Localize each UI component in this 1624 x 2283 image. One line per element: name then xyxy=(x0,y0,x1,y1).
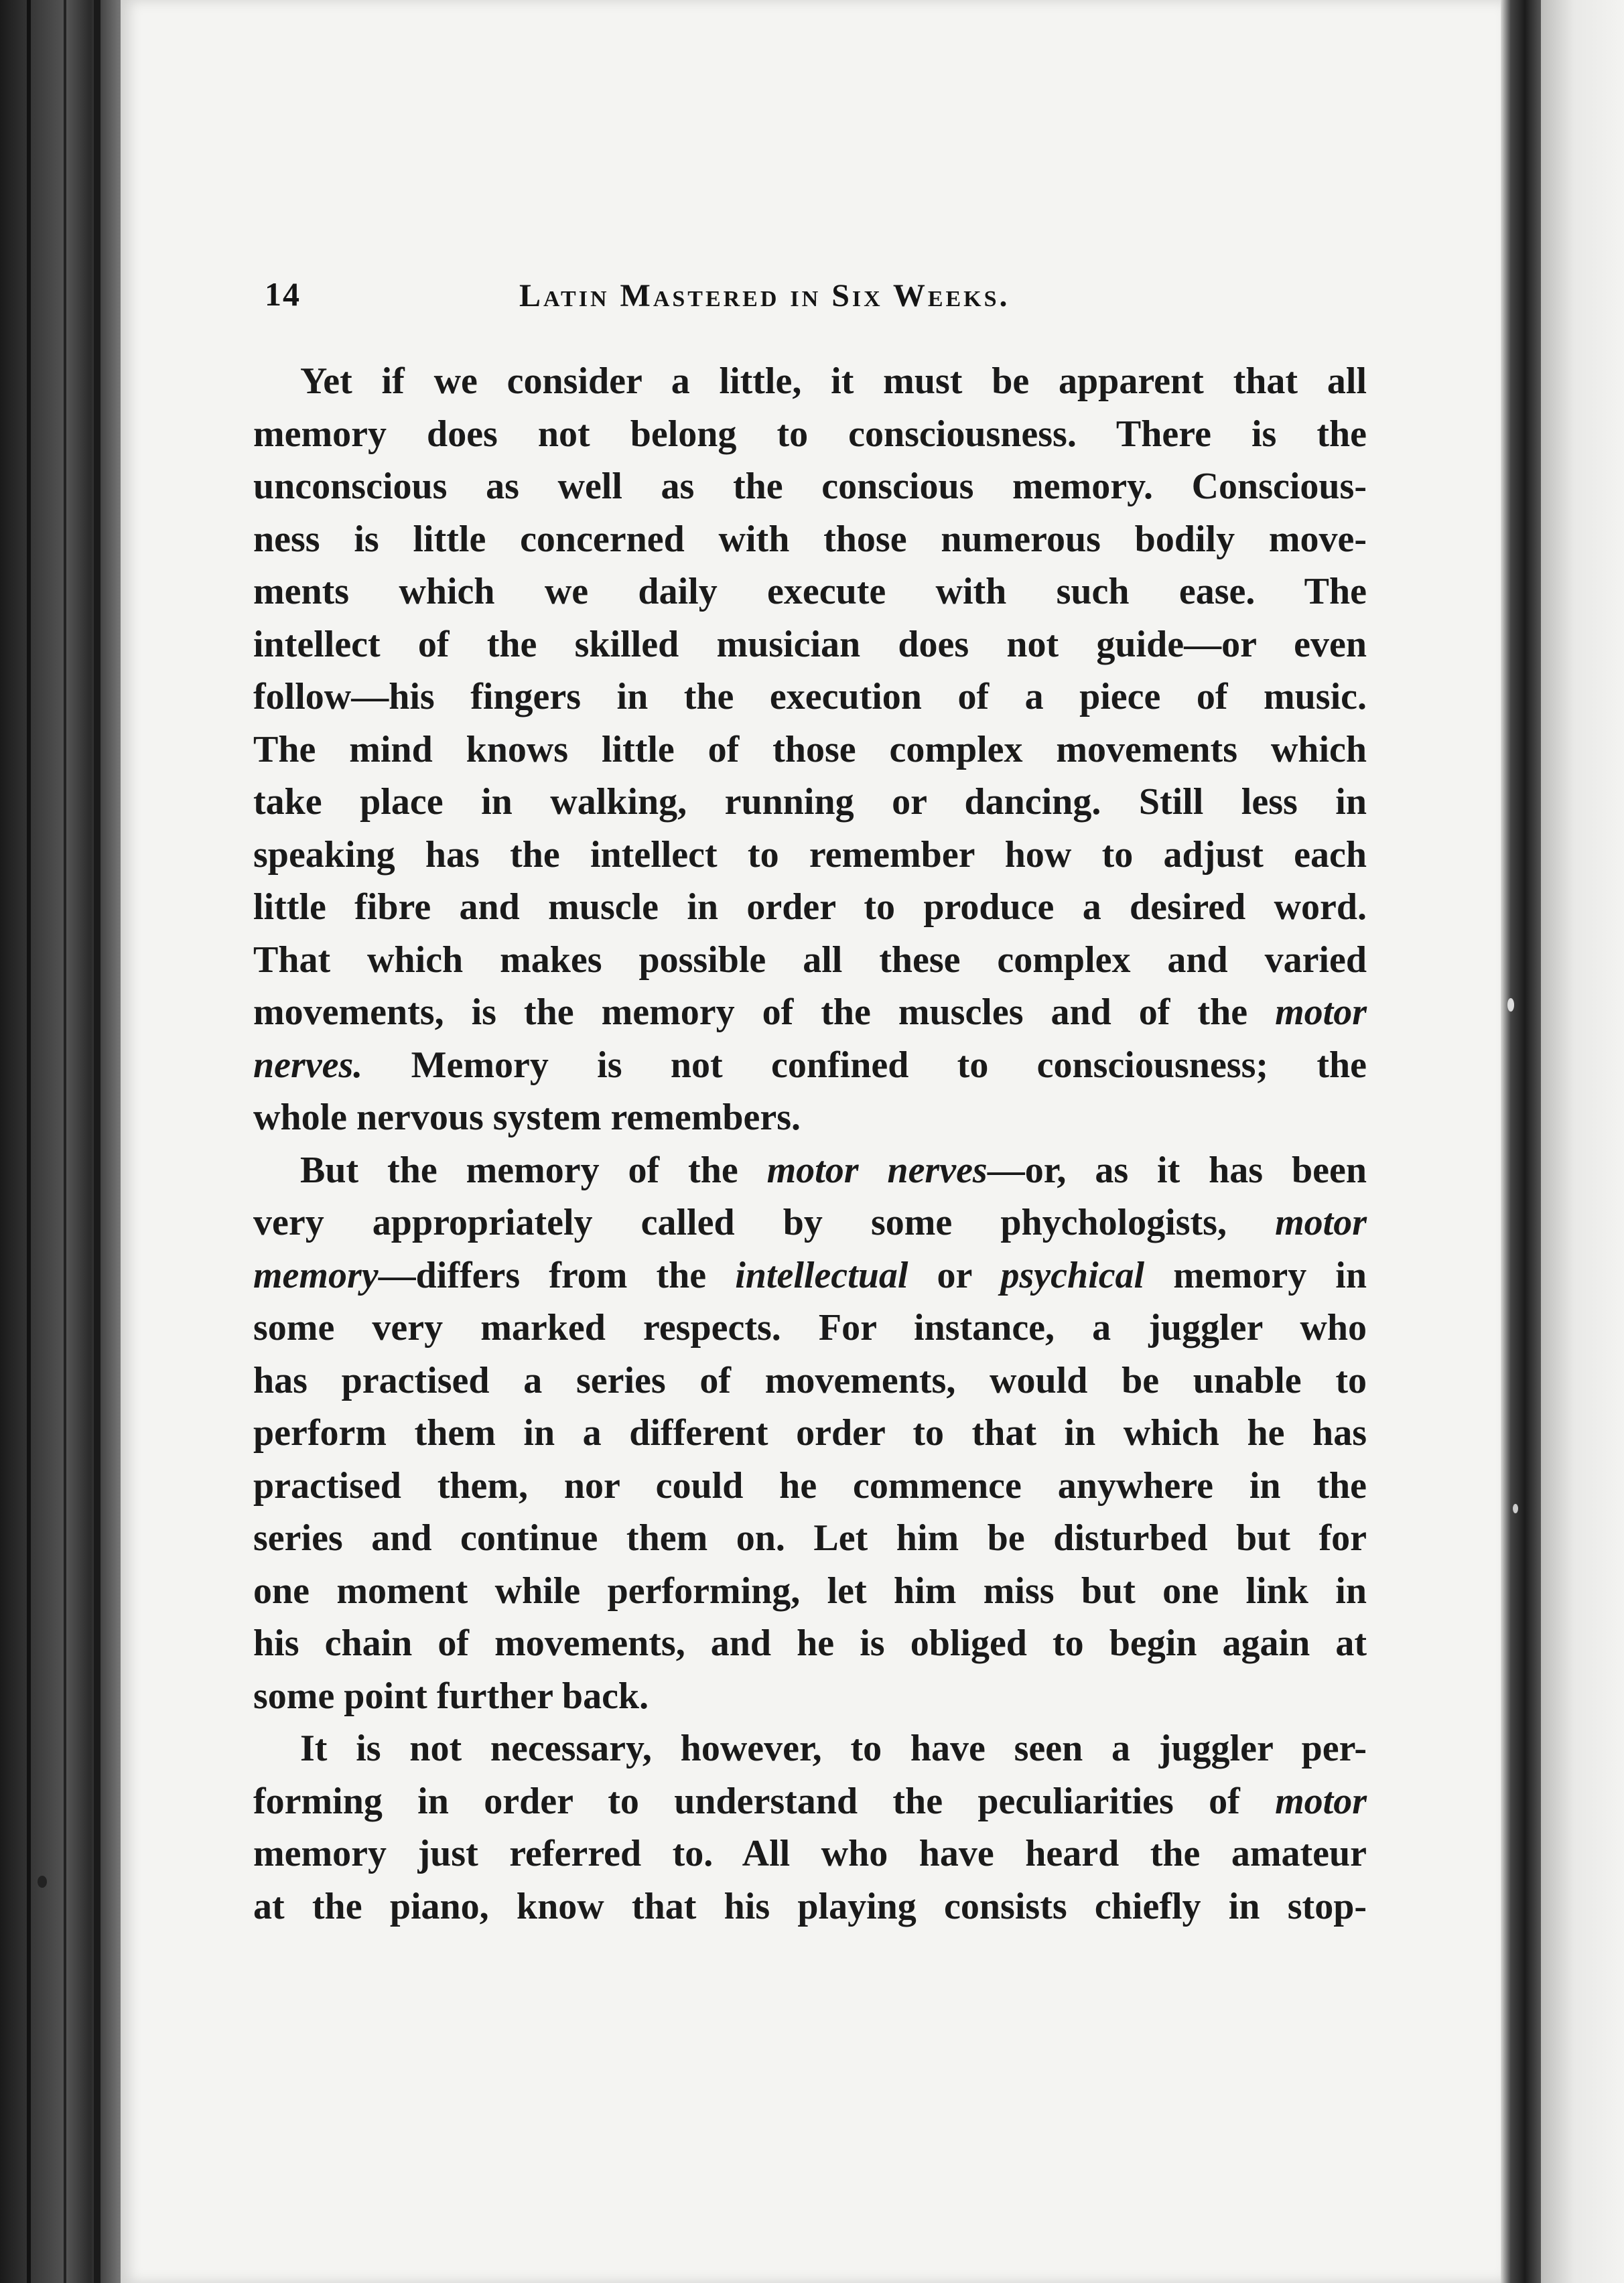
text-line: practised them, nor could he commence anywhere in the xyxy=(253,1464,1367,1507)
text-segment: movements, is the memory of the muscles and of the xyxy=(253,991,1276,1033)
text-segment: memory in xyxy=(1144,1254,1367,1296)
text-line: memory does not belong to consciousness. There is the xyxy=(253,413,1367,455)
text-line: little fibre and muscle in order to produce a desired word. xyxy=(253,886,1367,928)
text-line: Yet if we consider a little, it must be apparent that all xyxy=(300,360,1367,402)
italic-term: motor nerves xyxy=(766,1149,988,1191)
left-binding-edge xyxy=(0,0,121,2283)
text-line xyxy=(253,1775,1367,1828)
text-segment: But the memory of the xyxy=(300,1149,767,1191)
text-line: perform them in a different order to that in which he has xyxy=(253,1412,1367,1454)
text-line: speaking has the intellect to remember how to adjust each xyxy=(253,833,1367,876)
text-line xyxy=(253,1249,1367,1302)
facing-page-edge xyxy=(1541,0,1624,2283)
text-line: That which makes possible all these complex and varied xyxy=(253,939,1367,981)
text-line: whole nervous system remembers. xyxy=(253,1097,801,1138)
text-segment: Memory is not confined to consciousness; the xyxy=(411,1044,1367,1086)
text-segment: forming in order to understand the peculiarities of xyxy=(253,1780,1276,1822)
page-number: 14 xyxy=(265,275,301,313)
text-line: has practised a series of movements, would be unable to xyxy=(253,1359,1367,1401)
page-body-text xyxy=(253,355,1367,1933)
text-segment: or xyxy=(908,1254,1001,1296)
text-line: ments which we daily execute with such ease. The xyxy=(253,571,1367,612)
text-line: unconscious as well as the conscious memory. Conscious- xyxy=(253,466,1367,507)
text-segment: —differs from the xyxy=(378,1254,736,1296)
right-binding-edge xyxy=(1501,0,1541,2283)
text-line: follow—his fingers in the execution of a piece of music. xyxy=(253,676,1367,717)
text-line: ness is little concerned with those numerous bodily move- xyxy=(253,518,1367,560)
running-head: Latin Mastered in Six Weeks. xyxy=(519,278,1010,314)
text-line: memory just referred to. All who have heard the amateur xyxy=(253,1833,1367,1874)
text-line xyxy=(253,986,1367,1039)
text-line: some point further back. xyxy=(253,1675,649,1717)
text-line: It is not necessary, however, to have seen a juggler per- xyxy=(300,1728,1367,1769)
paragraph-2 xyxy=(253,1144,1367,1723)
text-segment: very appropriately called by some phychologists, xyxy=(253,1202,1276,1243)
scan-speck xyxy=(1513,1504,1518,1513)
text-line: at the piano, know that his playing consists chiefly in stop- xyxy=(253,1885,1367,1927)
paragraph-3 xyxy=(253,1722,1367,1933)
text-line: his chain of movements, and he is obliged to begin again at xyxy=(253,1622,1367,1664)
text-segment: —or, as it has been xyxy=(987,1149,1367,1191)
paragraph-1 xyxy=(253,355,1367,1144)
text-line: take place in walking, running or dancing. Still less in xyxy=(253,781,1367,823)
text-line xyxy=(253,1196,1367,1249)
italic-term: psychical xyxy=(1000,1254,1145,1296)
italic-term: motor xyxy=(1275,1780,1367,1822)
italic-term: memory xyxy=(253,1254,379,1296)
scan-speck xyxy=(38,1876,47,1888)
italic-term: motor xyxy=(1275,991,1367,1033)
text-line xyxy=(253,1039,1367,1092)
text-line: one moment while performing, let him miss but one link in xyxy=(253,1570,1367,1612)
italic-term: motor xyxy=(1275,1202,1367,1243)
page-header xyxy=(265,275,1370,328)
text-line: series and continue them on. Let him be disturbed but for xyxy=(253,1517,1367,1559)
text-line xyxy=(253,1144,1367,1197)
text-line: intellect of the skilled musician does not guide—or even xyxy=(253,623,1367,665)
italic-term: intellectual xyxy=(735,1254,908,1296)
text-line: The mind knows little of those complex movements which xyxy=(253,728,1367,770)
scan-speck xyxy=(1507,998,1514,1012)
italic-term: nerves. xyxy=(253,1044,363,1086)
text-line: some very marked respects. For instance, a juggler who xyxy=(253,1307,1367,1348)
